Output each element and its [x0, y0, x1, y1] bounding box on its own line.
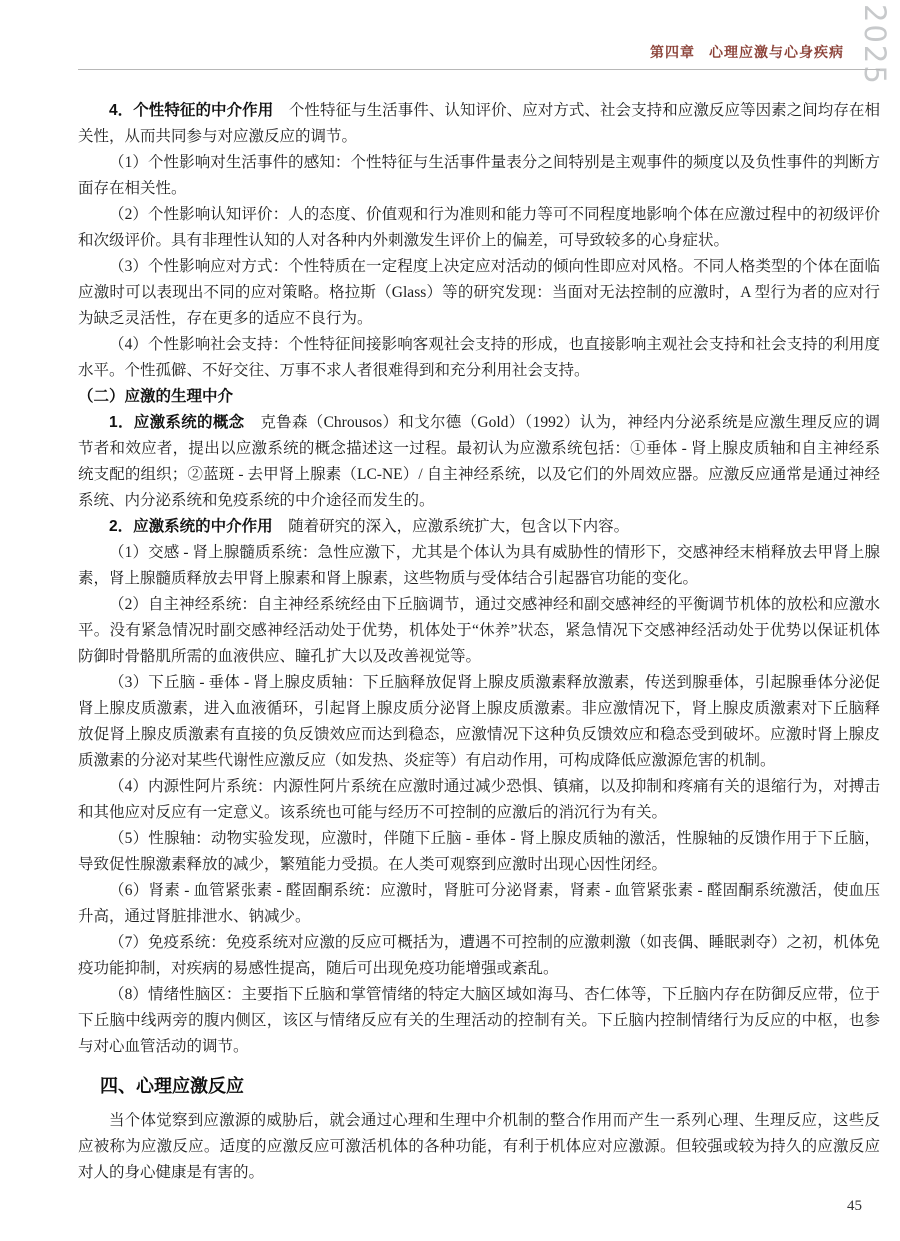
paragraph-text: 当个体觉察到应激源的威胁后，就会通过心理和生理中介机制的整合作用而产生一系列心理、生理反应，这些反应被称为应激反应。适度的应激反应可激活机体的各种功能，有利于机体应对应激源。但较强或较为持久的应激反应对人的身心健康是有害的。: [78, 1112, 880, 1181]
section-heading: 四、心理应激反应: [100, 1076, 244, 1096]
body-paragraph: [78, 332, 880, 384]
body-paragraph: [78, 254, 880, 332]
body-paragraph: [78, 540, 880, 592]
chapter-number: 第四章: [650, 44, 695, 60]
paragraph-text: （5）性腺轴：动物实验发现，应激时，伴随下丘脑 - 垂体 - 肾上腺皮质轴的激活，性腺轴的反馈作用于下丘脑，导致促性腺激素释放的减少，繁殖能力受损。在人类可观察到应激时出现心因性闭经。: [78, 830, 880, 873]
body-paragraph: [78, 878, 880, 930]
body-paragraph: [78, 1108, 880, 1186]
body-paragraph: [78, 670, 880, 774]
subsection-heading: （二）应激的生理中介: [78, 388, 234, 405]
paragraph-text: （8）情绪性脑区：主要指下丘脑和掌管情绪的特定大脑区域如海马、杏仁体等，下丘脑内存在防御反应带，位于下丘脑中线两旁的腹内侧区，该区与情绪反应有关的生理活动的控制有关。下丘脑内控制情绪行为反应的中枢，也参与对心血管活动的调节。: [78, 986, 880, 1055]
chapter-title: 心理应激与心身疾病: [709, 44, 844, 60]
paragraph-text: （1）个性影响对生活事件的感知：个性特征与生活事件量表分之间特别是主观事件的频度以及负性事件的判断方面存在相关性。: [78, 154, 880, 197]
header-rule: [78, 69, 880, 70]
page-body: [78, 98, 880, 1186]
body-paragraph: [78, 826, 880, 878]
page-number: 45: [847, 1198, 862, 1214]
body-paragraph: [78, 410, 880, 514]
paragraph-text: （3）下丘脑 - 垂体 - 肾上腺皮质轴：下丘脑释放促肾上腺皮质激素释放激素，传送到腺垂体，引起腺垂体分泌促肾上腺皮质激素，进入血液循环，引起肾上腺皮质分泌肾上腺皮质激素。非应激情况下，肾上腺皮质激素对下丘脑释放促肾上腺皮质激素有直接的负反馈效应而达到稳态，应激情况下这种负反馈效应和稳态受到破坏。应激时肾上腺皮质激素的分泌对某些代谢性应激反应（如发热、炎症等）有启动作用，可构成降低应激源危害的机制。: [78, 674, 880, 769]
paragraph-text: 个性特征与生活事件、认知评价、应对方式、社会支持和应激反应等因素之间均存在相关性，从而共同参与对应激反应的调节。: [78, 102, 880, 145]
paragraph-text: （2）自主神经系统：自主神经系统经由下丘脑调节，通过交感神经和副交感神经的平衡调节机体的放松和应激水平。没有紧急情况时副交感神经活动处于优势，机体处于“休养”状态，紧急情况下交感神经活动处于优势以保证机体防御时骨骼肌所需的血液供应、瞳孔扩大以及改善视觉等。: [78, 596, 880, 665]
page-header: [78, 42, 880, 70]
paragraph-text: （6）肾素 - 血管紧张素 - 醛固酮系统：应激时，肾脏可分泌肾素，肾素 - 血管紧张素 - 醛固酮系统激活，使血压升高，通过肾脏排泄水、钠减少。: [78, 882, 880, 925]
body-paragraph: [78, 982, 880, 1060]
paragraph-text: 克鲁森（Chrousos）和戈尔德（Gold）（1992）认为，神经内分泌系统是应激生理反应的调节者和效应者，提出以应激系统的概念描述这一过程。最初认为应激系统包括：①垂体 - 肾上腺皮质轴和自主神经系统支配的组织；②蓝斑 - 去甲肾上腺素（LC-NE）/ 自主神经系统，以及它们的外周效应器。应激反应通常是通过神经系统、内分泌系统和免疫系统的中介途径而发生的。: [78, 414, 880, 509]
paragraph-text: （1）交感 - 肾上腺髓质系统：急性应激下，尤其是个体认为具有威胁性的情形下，交感神经末梢释放去甲肾上腺素，肾上腺髓质释放去甲肾上腺素和肾上腺素，这些物质与受体结合引起器官功能的变化。: [78, 544, 880, 587]
body-paragraph: [78, 514, 880, 540]
paragraph-text: （4）个性影响社会支持：个性特征间接影响客观社会支持的形成，也直接影响主观社会支持和社会支持的利用度水平。个性孤僻、不好交往、万事不求人者很难得到和充分利用社会支持。: [78, 336, 880, 379]
body-paragraph: [78, 592, 880, 670]
paragraph-text: （4）内源性阿片系统：内源性阿片系统在应激时通过减少恐惧、镇痛，以及抑制和疼痛有关的退缩行为，对搏击和其他应对反应有一定意义。该系统也可能与经历不可控制的应激后的消沉行为有关。: [78, 778, 880, 821]
paragraph-lead: 4．个性特征的中介作用: [109, 102, 274, 119]
body-paragraph: [78, 150, 880, 202]
body-paragraph: [78, 774, 880, 826]
running-head: [78, 42, 880, 62]
paragraph-text: （2）个性影响认知评价：人的态度、价值观和行为准则和能力等可不同程度地影响个体在应激过程中的初级评价和次级评价。具有非理性认知的人对各种内外刺激发生评价上的偏差，可导致较多的心身症状。: [78, 206, 880, 249]
year-watermark: 2025: [858, 4, 892, 86]
paragraph-text: （7）免疫系统：免疫系统对应激的反应可概括为，遭遇不可控制的应激刺激（如丧偶、睡眠剥夺）之初，机体免疫功能抑制，对疾病的易感性提高，随后可出现免疫功能增强或紊乱。: [78, 934, 880, 977]
body-paragraph: [78, 98, 880, 150]
paragraph-text: 随着研究的深入，应激系统扩大，包含以下内容。: [272, 518, 630, 535]
paragraph-lead: 1．应激系统的概念: [109, 414, 245, 431]
paragraph-lead: 2．应激系统的中介作用: [109, 518, 273, 535]
body-paragraph: [78, 930, 880, 982]
paragraph-text: （3）个性影响应对方式：个性特质在一定程度上决定应对活动的倾向性即应对风格。不同人格类型的个体在面临应激时可以表现出不同的应对策略。格拉斯（Glass）等的研究发现：当面对无法控制的应激时，A 型行为者的应对行为缺乏灵活性，存在更多的适应不良行为。: [78, 258, 880, 327]
body-paragraph: [78, 202, 880, 254]
